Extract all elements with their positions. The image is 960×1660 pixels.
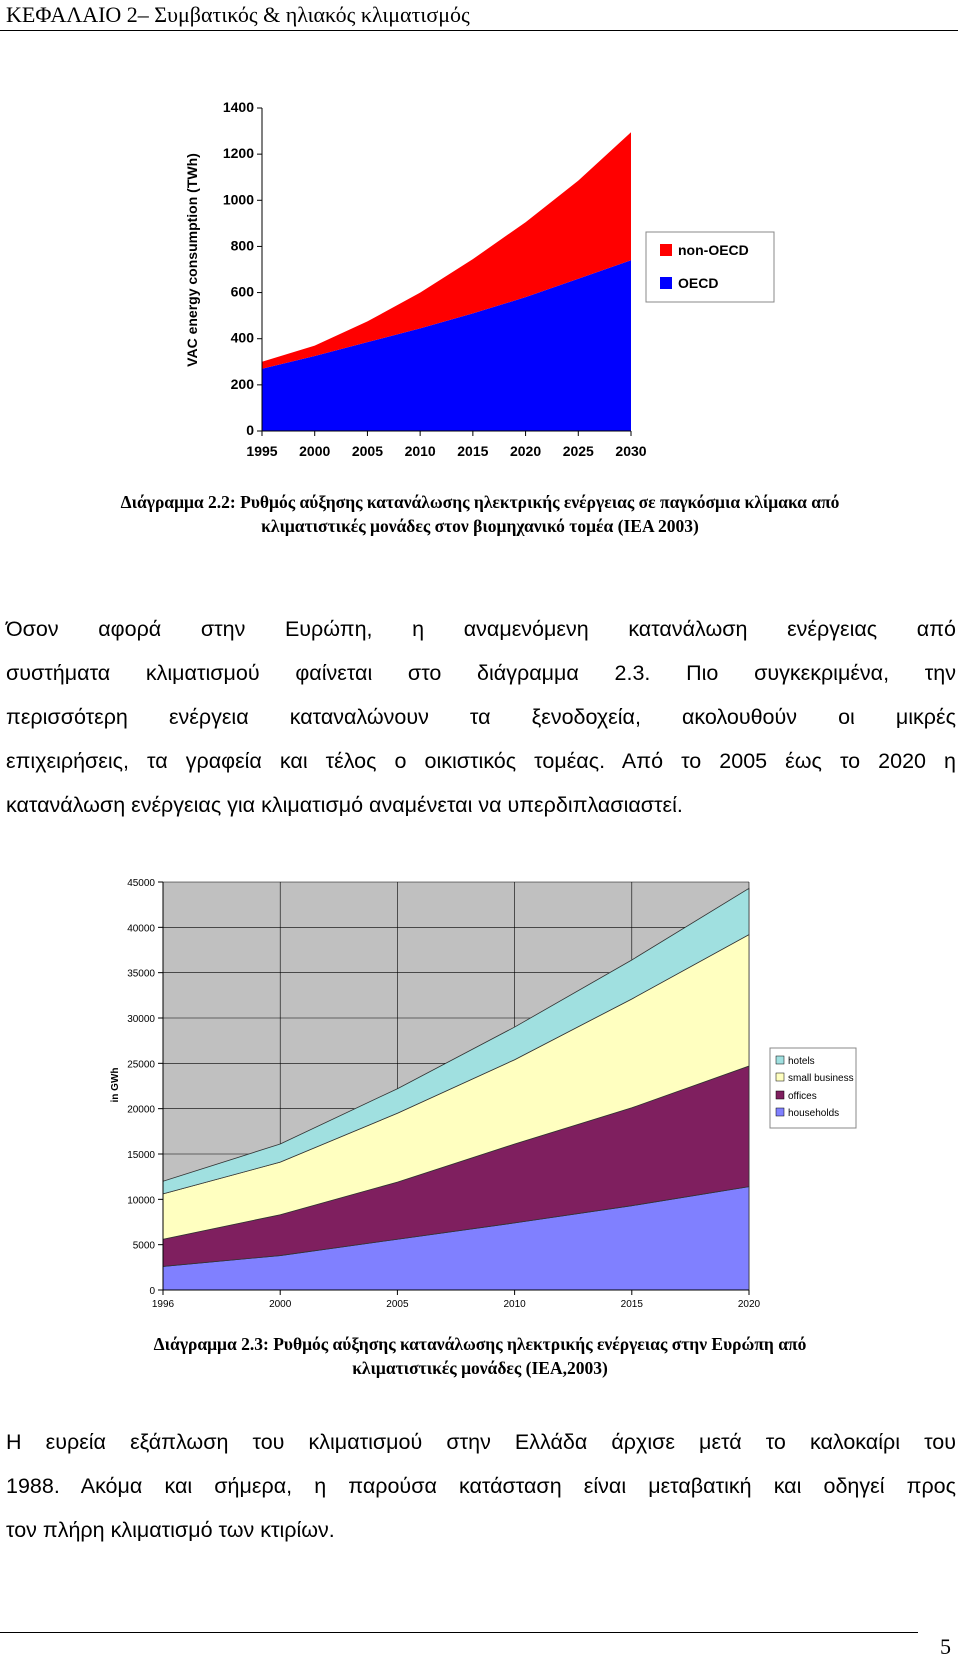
x-tick-label: 2020 [737, 1299, 761, 1310]
europe-ac-consumption-chart [0, 860, 960, 1340]
x-tick-label: 2015 [457, 443, 489, 459]
x-tick-label: 2025 [562, 443, 594, 459]
y-tick-label: 20000 [127, 1104, 155, 1116]
x-tick-label: 2030 [615, 443, 647, 459]
chart-legend [646, 232, 774, 302]
x-tick-label: 2005 [386, 1299, 409, 1310]
x-tick-label: 1995 [246, 443, 278, 459]
caption-line: Διάγραμμα 2.3: Ρυθμός αύξησης κατανάλωσης ηλεκτρικής ενέργειας στην Ευρώπη από [153, 1334, 807, 1354]
y-tick-label: 400 [230, 329, 254, 346]
y-tick-label: 1400 [222, 99, 254, 115]
paragraph-line: 1988. Ακόμα και σήμερα, η παρούσα κατάσταση είναι μεταβατική και οδηγεί προς [6, 1474, 956, 1498]
legend-swatch-offices [776, 1091, 784, 1099]
x-tick-label: 2000 [269, 1299, 292, 1310]
y-tick-label: 15000 [127, 1150, 155, 1161]
y-tick-label: 10000 [127, 1195, 155, 1207]
chart-legend [770, 1048, 856, 1128]
y-tick-label: 600 [230, 283, 254, 300]
page-number: 5 [940, 1634, 951, 1659]
y-tick-label: 1200 [222, 145, 254, 162]
y-tick-label: 0 [246, 422, 254, 438]
paragraph-line: περισσότερη ενέργεια καταναλώνουν τα ξενοδοχεία, ακολουθούν οι μικρές [6, 705, 956, 729]
paragraph-line: κατανάλωση ενέργειας για κλιματισμό αναμένεται να υπερδιπλασιαστεί. [6, 793, 683, 817]
x-tick-label: 2010 [404, 443, 436, 459]
y-axis-label: in GWh [110, 1067, 121, 1103]
paragraph-greece [6, 1420, 956, 1552]
y-tick-label: 800 [230, 237, 254, 254]
y-tick-label: 200 [230, 375, 254, 392]
legend-label-offices: offices [788, 1091, 817, 1102]
y-tick-label: 5000 [132, 1240, 155, 1252]
y-tick-label: 45000 [127, 878, 155, 889]
world-vac-consumption-chart [0, 0, 960, 480]
y-axis-label: VAC energy consumption (TWh) [184, 153, 200, 367]
figure-caption-2-3 [0, 1332, 960, 1380]
x-tick-label: 2020 [509, 443, 542, 459]
x-tick-label: 2000 [299, 443, 331, 459]
paragraph-line: επιχειρήσεις, τα γραφεία και τέλος ο οικιστικός τομέας. Από το 2005 έως το 2020 η [6, 749, 956, 773]
caption-line: κλιματιστικές μονάδες στον βιομηχανικό τομέα (IEA 2003) [261, 516, 699, 536]
paragraph-line: συστήματα κλιματισμού φαίνεται στο διάγραμμα 2.3. Πιο συγκεκριμένα, την [6, 661, 956, 685]
caption-line: Διάγραμμα 2.2: Ρυθμός αύξησης κατανάλωσης ηλεκτρικής ενέργειας σε παγκόσμια κλίμακα από [120, 492, 840, 512]
caption-line: κλιματιστικές μονάδες (IEA,2003) [352, 1358, 608, 1378]
figure-caption-2-2 [0, 490, 960, 538]
y-tick-label: 25000 [127, 1059, 155, 1071]
legend-swatch-hotels [776, 1056, 784, 1064]
footer-divider [0, 1632, 918, 1633]
legend-label-oecd: OECD [678, 275, 719, 291]
legend-swatch-households [776, 1108, 784, 1116]
paragraph-europe [6, 607, 956, 827]
paragraph-line: Η ευρεία εξάπλωση του κλιματισμού στην Ελλάδα άρχισε μετά το καλοκαίρι του [6, 1430, 956, 1454]
y-tick-label: 40000 [127, 923, 155, 935]
paragraph-line: τον πλήρη κλιματισμό των κτιρίων. [6, 1518, 335, 1542]
y-tick-label: 35000 [127, 968, 155, 980]
y-tick-label: 0 [149, 1286, 155, 1297]
x-tick-label: 2005 [351, 443, 384, 459]
y-tick-label: 30000 [127, 1014, 155, 1025]
x-tick-label: 2015 [620, 1299, 643, 1310]
y-tick-label: 1000 [222, 191, 254, 208]
legend-label-hotels: hotels [788, 1056, 815, 1067]
paragraph-line: Όσον αφορά στην Ευρώπη, η αναμενόμενη κατανάλωση ενέργειας από [6, 617, 956, 641]
legend-swatch-small-business [776, 1073, 784, 1081]
legend-swatch-non-oecd [660, 244, 672, 256]
legend-label-non-oecd: non-OECD [678, 242, 749, 258]
legend-swatch-oecd [660, 277, 672, 289]
x-tick-label: 1996 [151, 1299, 175, 1310]
x-tick-label: 2010 [503, 1299, 526, 1310]
legend-label-small-business: small business [788, 1073, 854, 1084]
legend-label-households: households [788, 1108, 840, 1119]
chapter-header: ΚΕΦΑΛΑΙΟ 2– Συμβατικός & ηλιακός κλιματισμός [6, 2, 470, 27]
